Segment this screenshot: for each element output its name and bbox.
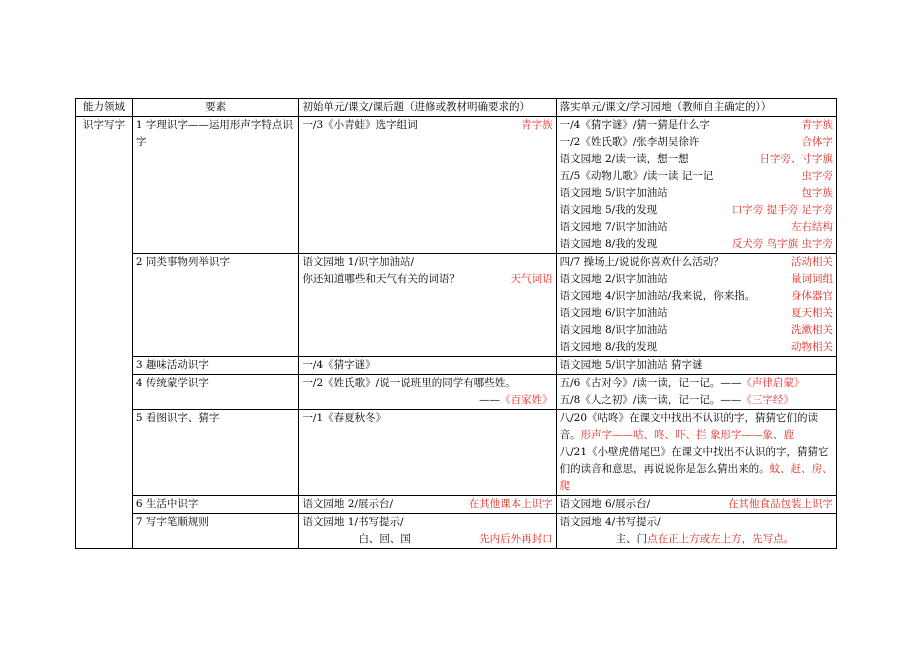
line-text: 语文园地 1/识字加油站/ (302, 256, 415, 268)
element-cell: 5 看图识字、猜字 (132, 410, 299, 496)
table-row (76, 514, 837, 549)
paragraph-annotation: 蚊、赶、房、爬 (559, 463, 833, 492)
element-cell: 2 同类事物列举识字 (132, 254, 299, 357)
line-text: 语文园地 7/识字加油站 (559, 221, 668, 233)
line-text: 一/4《猜字谜》/猜一猜是什么字 (559, 119, 710, 131)
line-text: 一/4《猜字谜》 (302, 359, 376, 371)
line-annotation: 洗漱相关 (791, 324, 833, 336)
line-text: 语文园地 5/识字加油站 猜字谜 (559, 359, 703, 371)
initial-cell (299, 357, 556, 375)
implement-cell (556, 410, 836, 496)
element-cell: 6 生活中识字 (132, 496, 299, 514)
line-text: 一/1《春夏秋冬》 (302, 412, 387, 424)
implement-cell (556, 117, 836, 254)
line-annotation: 点在正上方或左上方，先写点。 (647, 533, 795, 545)
cell-line (560, 288, 833, 305)
line-annotation: 口字旁 提手旁 足字旁 (731, 204, 833, 216)
line-annotation: 在其他食品包装上识字 (728, 498, 833, 510)
initial-cell (299, 375, 556, 410)
line-text: 你还知道哪些和天气有关的词语？ (302, 273, 460, 285)
implement-cell (556, 496, 836, 514)
cell-line (302, 392, 552, 409)
line-annotation: 动物相关 (791, 341, 833, 353)
cell-line (560, 305, 833, 322)
line-annotation: 《百家姓》 (500, 394, 553, 406)
implement-cell (556, 375, 836, 410)
cell-line (302, 117, 552, 134)
line-text: 一/3《小青蛙》选字组词 (302, 119, 418, 131)
header-initial: 初始单元/课文/课后题（进修或教材明确要求的） (299, 99, 556, 117)
initial-cell (299, 496, 556, 514)
line-annotation: 包字族 (801, 187, 833, 199)
element-cell: 3 趣味活动识字 (132, 357, 299, 375)
cell-line (302, 514, 552, 531)
cell-line (560, 219, 833, 236)
cell-line (560, 357, 833, 374)
line-text: 语文园地 4/书写提示/ (559, 516, 661, 528)
paragraph-text: 八/20《咕咚》在课文中找出不认识的字，猜猜它们的读音。 (559, 412, 819, 441)
line-text: 五/8《人之初》/读一读，记一记。—— (559, 394, 742, 406)
paragraph-annotation: 形声字——咕、咚、吓、拦 象形字——象、鹿 (580, 429, 794, 441)
header-implement: 落实单元/课文/学习园地（教师自主确定的）） (556, 99, 836, 117)
cell-line (302, 271, 552, 288)
cell-line (560, 117, 833, 134)
line-annotation: 身体器官 (791, 290, 833, 302)
line-text: 语文园地 5/识字加油站 (559, 187, 668, 199)
cell-paragraph (560, 410, 833, 444)
cell-line (560, 531, 833, 548)
element-cell: 4 传统蒙学识字 (132, 375, 299, 410)
line-annotation: 虫字旁 (801, 170, 833, 182)
cell-line (560, 375, 833, 392)
line-text: 语文园地 8/我的发现 (559, 341, 658, 353)
table-header-row (76, 99, 837, 117)
line-text: 语文园地 6/识字加油站 (559, 307, 668, 319)
table-row (76, 410, 837, 496)
cell-line (560, 392, 833, 409)
cell-line (560, 496, 833, 513)
line-annotation: 活动相关 (791, 256, 833, 268)
initial-cell (299, 117, 556, 254)
header-field: 能力领域 (76, 99, 133, 117)
line-text: 四/7 操场上/说说你喜欢什么活动？ (559, 256, 724, 268)
cell-paragraph (560, 444, 833, 495)
implement-cell (556, 357, 836, 375)
line-text: 语文园地 5/我的发现 (559, 204, 658, 216)
table-row (76, 496, 837, 514)
cell-line (302, 357, 552, 374)
implement-cell (556, 514, 836, 549)
cell-line (560, 151, 833, 168)
cell-line (560, 202, 833, 219)
cell-line (560, 322, 833, 339)
cell-line (560, 134, 833, 151)
line-text: 语文园地 8/我的发现 (559, 238, 658, 250)
table-row (76, 375, 837, 410)
table-row (76, 117, 837, 254)
cell-line (302, 531, 552, 548)
table-row (76, 254, 837, 357)
element-cell: 7 写字笔顺规则 (132, 514, 299, 549)
cell-line (302, 496, 552, 513)
line-annotation: 量词词组 (791, 273, 833, 285)
initial-cell (299, 410, 556, 496)
line-annotation: 合体字 (801, 136, 833, 148)
line-text: 五/5《动物儿歌》/读一读 记一记 (559, 170, 714, 182)
line-text: 五/6《古对今》/读一读，记一记。—— (559, 377, 742, 389)
initial-cell (299, 254, 556, 357)
header-element: 要素 (132, 99, 299, 117)
paragraph-text: 八/21《小壁虎借尾巴》在课文中找出不认识的字，猜猜它们的读音和意思，再说说你是怎么猜出来的。 (559, 446, 829, 475)
element-cell: 1 字理识字——运用形声字特点识字 (132, 117, 299, 254)
line-annotation: 《声律启蒙》 (741, 377, 805, 389)
line-text: 语文园地 8/识字加油站 (559, 324, 668, 336)
line-annotation: 天气词语 (510, 273, 553, 285)
line-text: —— (479, 394, 501, 406)
line-text: 语文园地 2/识字加油站 (559, 273, 668, 285)
cell-line (560, 339, 833, 356)
cell-line (560, 236, 833, 253)
line-annotation: 反犬旁 鸟字旗 虫字旁 (731, 238, 833, 250)
line-text: 一/2《姓氏歌》/说一说班里的同学有哪些姓。 (302, 377, 516, 389)
field-cell: 识字写字 (76, 117, 133, 549)
cell-line (560, 271, 833, 288)
initial-cell (299, 514, 556, 549)
line-text: 白、回、国 (358, 533, 411, 545)
cell-line (302, 375, 552, 392)
cell-line (560, 168, 833, 185)
line-annotation: 日字旁、寸字旗 (759, 153, 833, 165)
line-annotation: 先内后外再封口 (479, 533, 553, 545)
line-text: 语文园地 1/书写提示/ (302, 516, 404, 528)
cell-line (302, 410, 552, 427)
line-text: 语文园地 4/识字加油站/我来说，你来指。 (559, 290, 756, 302)
line-text: 语文园地 6/展示台/ (559, 498, 651, 510)
line-text: 主、门 (615, 533, 648, 545)
line-annotation: 在其他课本上识字 (468, 498, 553, 510)
table-body (76, 99, 837, 549)
cell-line (560, 185, 833, 202)
line-annotation: 左右结构 (791, 221, 833, 233)
line-text: 语文园地 2/读一读，想一想 (559, 153, 689, 165)
line-text: 一/2《姓氏歌》/张李胡吴徐许 (559, 136, 700, 148)
line-annotation: 青字族 (801, 119, 833, 131)
cell-line (560, 514, 833, 531)
line-text: 语文园地 2/展示台/ (302, 498, 394, 510)
line-annotation: 青字族 (521, 119, 553, 131)
ability-table (75, 98, 837, 549)
implement-cell (556, 254, 836, 357)
cell-line (302, 254, 552, 271)
line-annotation: 《三字经》 (741, 394, 794, 406)
line-annotation: 夏天相关 (791, 307, 833, 319)
cell-line (560, 254, 833, 271)
table-row (76, 357, 837, 375)
